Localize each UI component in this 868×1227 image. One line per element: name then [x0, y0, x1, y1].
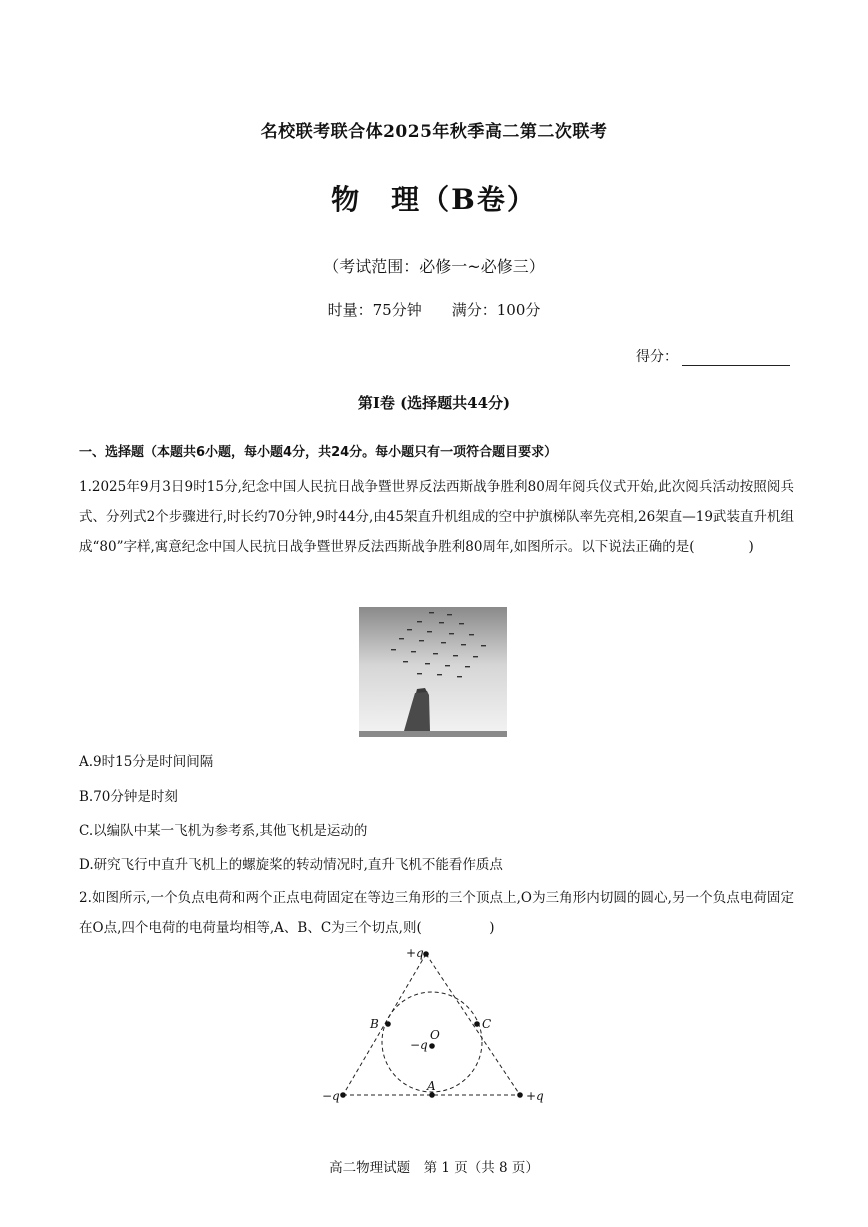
- right-charge-label: +q: [526, 1089, 544, 1103]
- point-c-label: C: [482, 1017, 492, 1031]
- question-1-option-c: C.以编队中某一飞机为参考系,其他飞机是运动的: [79, 823, 368, 839]
- right-charge-dot: [517, 1092, 523, 1098]
- section-title: 一、选择题（本题共6小题，每小题4分，共24分。每小题只有一项符合题目要求）: [79, 445, 558, 460]
- question-2-stem: 2.如图所示,一个负点电荷和两个正点电荷固定在等边三角形的三个顶点上,O为三角形内切圆的圆心,另一个负点电荷固定在O点,四个电荷的电荷量均相等,A、B、C为三个切点,则( ): [79, 890, 794, 936]
- inscribed-circle: [382, 992, 482, 1092]
- part-title: 第I卷 (选择题共44分): [357, 394, 511, 412]
- point-b-dot: [385, 1021, 391, 1027]
- charge-triangle-diagram: [318, 944, 550, 1108]
- center-o-label: O: [430, 1028, 440, 1042]
- question-1-option-d: D.研究飞行中直升飞机上的螺旋桨的转动情况时,直升飞机不能看作质点: [79, 857, 503, 873]
- exam-scope: （考试范围：必修一~必修三）: [323, 257, 545, 276]
- score-blank-line: [682, 351, 790, 366]
- left-charge-label: −q: [322, 1089, 340, 1103]
- question-1-option-b: B.70分钟是时刻: [79, 789, 178, 805]
- score-label: 得分：: [636, 349, 678, 365]
- parade-helicopter-photo: [359, 607, 507, 737]
- left-charge-dot: [340, 1092, 346, 1098]
- page-title: 物 理（B卷）: [331, 183, 537, 216]
- center-charge-label: −q: [410, 1038, 428, 1052]
- question-1-option-a: A.9时15分是时间间隔: [79, 754, 214, 770]
- triangle-side-right: [426, 954, 520, 1095]
- time-score-info: 时量：75分钟 满分：100分: [327, 301, 541, 319]
- point-a-label: A: [427, 1079, 436, 1093]
- score-field: [636, 346, 790, 366]
- exam-header: 名校联考联合体2025年秋季高二第二次联考: [260, 122, 608, 142]
- question-1-stem: 1.2025年9月3日9时15分,纪念中国人民抗日战争暨世界反法西斯战争胜利80周年阅兵仪式开始,此次阅兵活动按照阅兵式、分列式2个步骤进行,时长约70分钟,9时44分,由45架直升机组成的空中护旗梯队率先亮相,26架直—19武装直升机组成“80”字样,寓意纪念中国人民抗日战争暨世界反法西斯战争胜利80周年,如图所示。以下说法正确的是( ): [79, 479, 794, 555]
- page-footer: 高二物理试题 第 1 页（共 8 页）: [329, 1160, 539, 1176]
- top-charge-dot: [423, 951, 429, 957]
- center-charge-dot: [429, 1043, 435, 1049]
- point-c-dot: [474, 1021, 480, 1027]
- point-a-dot: [429, 1092, 435, 1098]
- top-charge-label: +q: [406, 946, 424, 960]
- point-b-label: B: [370, 1017, 379, 1031]
- triangle-side-left: [343, 954, 426, 1095]
